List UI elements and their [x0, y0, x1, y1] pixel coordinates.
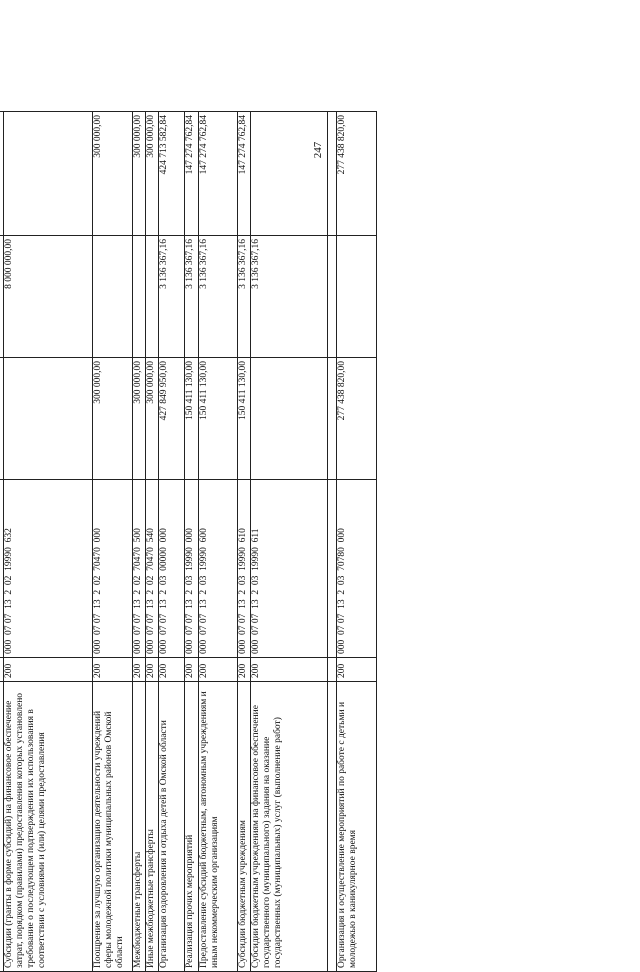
- row-classification: 000 07 07 13 2 03 19990 611: [251, 480, 328, 658]
- row-code: 200: [159, 658, 185, 682]
- row-value-4: 150 411 130,00: [198, 358, 237, 480]
- row-value-5: [132, 236, 145, 358]
- table-row: [3, 112, 93, 972]
- row-value-5: 3 136 367,16: [251, 236, 328, 358]
- row-value-6: 424 713 582,84: [159, 112, 185, 236]
- row-value-4: 277 438 820,00: [337, 358, 377, 480]
- table-row: [93, 112, 132, 972]
- budget-table-rotated: [0, 112, 377, 972]
- row-classification: 000 07 07 13 2 03 70780 000: [337, 480, 377, 658]
- table-row: [237, 112, 250, 972]
- row-value-5: 3 136 367,16: [185, 236, 198, 358]
- table-row: [198, 112, 237, 972]
- row-value-5: 8 000 000,00: [3, 236, 93, 358]
- row-code: 200: [145, 658, 158, 682]
- row-name: Организация оздоровления и отдыха детей в Омской области: [159, 682, 185, 972]
- row-value-4: 300 000,00: [145, 358, 158, 480]
- table-row: [132, 112, 145, 972]
- row-classification: 000 07 07 13 2 03 19990 610: [237, 480, 250, 658]
- row-name: Иные межбюджетные трансферты: [145, 682, 158, 972]
- row-name: Субсидии бюджетным учреждениям: [237, 682, 250, 972]
- row-value-5: [337, 236, 377, 358]
- row-code: 200: [237, 658, 250, 682]
- row-value-4: 300 000,00: [93, 358, 132, 480]
- row-classification: 000 07 07 13 2 02 70470 540: [145, 480, 158, 658]
- page-number: 247: [312, 141, 324, 159]
- row-code: 200: [132, 658, 145, 682]
- row-code: 200: [185, 658, 198, 682]
- row-name: Организация и осуществление мероприятий по работе с детьми и молодежью в каникулярное время: [337, 682, 377, 972]
- table-row: [159, 112, 185, 972]
- row-value-4: [251, 358, 328, 480]
- row-code: 200: [198, 658, 237, 682]
- row-value-6: 147 274 762,84: [237, 112, 250, 236]
- row-value-5: 3 136 367,16: [159, 236, 185, 358]
- spacer-row: [327, 112, 337, 972]
- row-value-5: 3 136 367,16: [237, 236, 250, 358]
- row-classification: 000 07 07 13 2 03 00000 000: [159, 480, 185, 658]
- row-name: Поощрение за лучшую организацию деятельности учреждений сферы молодежной политики муниципальных районов Омской области: [93, 682, 132, 972]
- row-name: Субсидии (гранты в форме субсидий) на финансовое обеспечение затрат, порядком (правилами) предоставления которых установлено требование о последующем подтверждении их использования в соответствии с условиями и (или) целями предоставления: [3, 682, 93, 972]
- row-value-6: 300 000,00: [132, 112, 145, 236]
- row-classification: 000 07 07 13 2 02 70470 000: [93, 480, 132, 658]
- row-code: 200: [93, 658, 132, 682]
- row-value-4: [3, 358, 93, 480]
- row-name: Предоставление субсидий бюджетным, автономным учреждениям и иным некоммерческим организациям: [198, 682, 237, 972]
- row-value-6: 147 274 762,84: [185, 112, 198, 236]
- table-row: [337, 112, 377, 972]
- row-name: Межбюджетные трансферты: [132, 682, 145, 972]
- row-classification: 000 07 07 13 2 03 19990 000: [185, 480, 198, 658]
- row-value-6: 277 438 820,00: [337, 112, 377, 236]
- table-row: [251, 112, 328, 972]
- row-code: 200: [337, 658, 377, 682]
- table-row: [185, 112, 198, 972]
- row-value-4: 300 000,00: [132, 358, 145, 480]
- row-value-5: [145, 236, 158, 358]
- row-value-6: 300 000,00: [93, 112, 132, 236]
- row-classification: 000 07 07 13 2 02 70470 500: [132, 480, 145, 658]
- table-row: [145, 112, 158, 972]
- row-value-6: [3, 112, 93, 236]
- row-value-4: 150 411 130,00: [185, 358, 198, 480]
- row-value-5: [93, 236, 132, 358]
- row-value-6: 147 274 762,84: [198, 112, 237, 236]
- row-value-6: 300 000,00: [145, 112, 158, 236]
- row-name: Реализация прочих мероприятий: [185, 682, 198, 972]
- row-value-6: [251, 112, 328, 236]
- row-value-5: 3 136 367,16: [198, 236, 237, 358]
- row-name: Субсидии бюджетным учреждениям на финансовое обеспечение государственного (муниципального) задания на оказание государственных (муниципальных) услуг (выполнение работ): [251, 682, 328, 972]
- budget-table: [0, 111, 377, 972]
- row-classification: 000 07 07 13 2 03 19990 600: [198, 480, 237, 658]
- row-value-4: 427 849 950,00: [159, 358, 185, 480]
- row-value-4: 150 411 130,00: [237, 358, 250, 480]
- row-code: 200: [3, 658, 93, 682]
- row-classification: 000 07 07 13 2 02 19990 632: [3, 480, 93, 658]
- row-code: 200: [251, 658, 328, 682]
